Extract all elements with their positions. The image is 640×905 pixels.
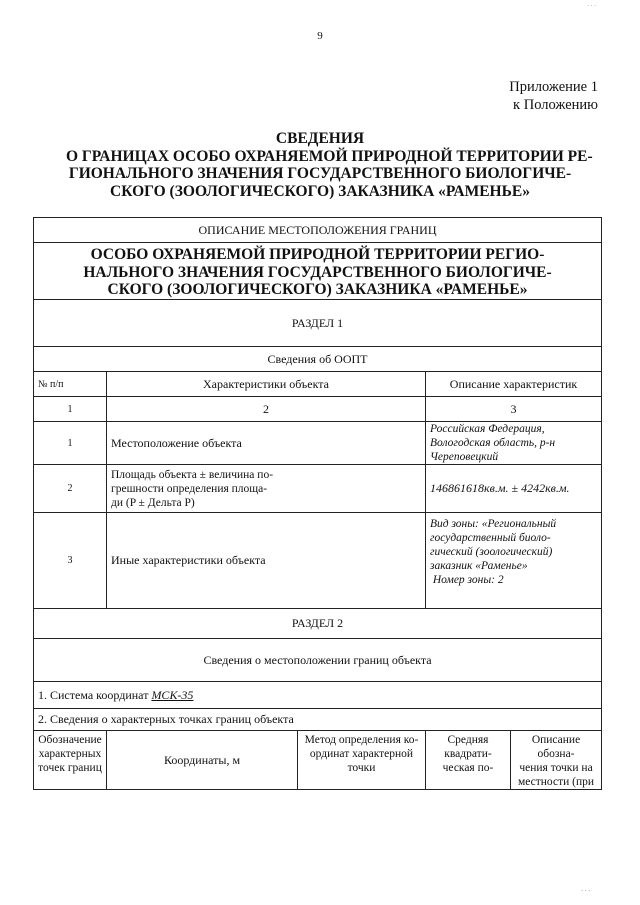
title-line-2: О ГРАНИЦАХ ОСОБО ОХРАНЯЕМОЙ ПРИРОДНОЙ ТЕРРИТОРИИ РЕ-: [66, 147, 593, 165]
points-header-method: [298, 731, 426, 790]
section-2-title: Сведения о местоположении границ объекта: [34, 639, 602, 682]
row-3-description: [426, 513, 602, 609]
row-3-desc-line-2: гический (зоологический) заказник «Раменье»: [430, 546, 553, 572]
row-1-num: 1: [34, 422, 107, 465]
row-2-name-line-2: грешности определения площа-: [111, 482, 268, 495]
table-row: [34, 465, 602, 513]
points-h3-line-2: ординат характерной: [309, 748, 414, 760]
col-number-1: 1: [34, 397, 107, 422]
row-3-name: Иные характеристики объекта: [107, 513, 426, 609]
row-2-num: 2: [34, 465, 107, 513]
points-h4-line-1: Средняя: [447, 734, 489, 746]
table-row: [34, 513, 602, 609]
points-h1-line-1: Обозначение: [38, 734, 102, 746]
col-number-3: 3: [426, 397, 602, 422]
points-h3-line-3: точки: [347, 762, 376, 774]
points-h1-line-2: характерных: [38, 748, 102, 760]
points-section-title: 2. Сведения о характерных точках границ объекта: [34, 709, 602, 731]
points-h5-line-1: Описание обозна-: [531, 734, 581, 760]
title-line-3: ГИОНАЛЬНОГО ЗНАЧЕНИЯ ГОСУДАРСТВЕННОГО БИОЛОГИЧЕ-: [68, 165, 572, 182]
row-3-desc-line-3: Номер зоны: 2: [430, 574, 504, 586]
section-2-heading: РАЗДЕЛ 2: [34, 609, 602, 639]
table-header: ОПИСАНИЕ МЕСТОПОЛОЖЕНИЯ ГРАНИЦ: [34, 218, 602, 243]
corner-scan-mark: . . .: [587, 0, 596, 8]
points-h5-line-3: местности (при: [517, 776, 595, 788]
title-line-4: СКОГО (ЗООЛОГИЧЕСКОГО) ЗАКАЗНИКА «РАМЕНЬЕ»: [110, 182, 530, 200]
points-h2-line-1: Координаты, м: [163, 752, 241, 767]
col-header-description: Описание характеристик: [426, 372, 602, 397]
row-2-name-line-1: Площадь объекта ± величина по-: [111, 468, 274, 481]
title-line-1: СВЕДЕНИЯ: [275, 130, 365, 147]
col-header-num: № п/п: [34, 372, 107, 397]
coordinate-system-label: 1. Система координат: [38, 687, 152, 702]
section-1-heading: РАЗДЕЛ 1: [34, 300, 602, 347]
row-1-desc-line-1: Российская Федерация, Вологодская область, р-н: [430, 423, 556, 449]
page-number: 9: [317, 30, 323, 42]
section-1-title: Сведения об ООПТ: [34, 347, 602, 372]
scan-mark: . . .: [581, 885, 590, 893]
points-h3-line-1: Метод определения ко-: [304, 734, 419, 746]
subtitle-line-3: СКОГО (ЗООЛОГИЧЕСКОГО) ЗАКАЗНИКА «РАМЕНЬЕ»: [107, 281, 528, 299]
row-2-desc-line-1: 146861618кв.м. ± 4242кв.м.: [430, 481, 570, 495]
coordinate-system-value: МСК-35: [151, 687, 194, 702]
subtitle-line-2: НАЛЬНОГО ЗНАЧЕНИЯ ГОСУДАРСТВЕННОГО БИОЛОГИЧЕ-: [83, 263, 552, 281]
row-1-description: [426, 422, 602, 465]
appendix-line-2: к Положению: [513, 97, 598, 113]
row-2-description: [426, 465, 602, 513]
row-2-name: [107, 465, 426, 513]
points-h1-line-3: точек границ: [38, 762, 102, 774]
boundaries-table: [33, 217, 602, 790]
row-2-name-line-3: ди (P ± Дельта P): [111, 496, 195, 509]
points-header-description: [511, 731, 602, 790]
points-header-designation: [34, 731, 107, 790]
row-3-desc-line-1: Вид зоны: «Региональный государственный биоло-: [430, 518, 557, 544]
col-header-characteristics: Характеристики объекта: [107, 372, 426, 397]
appendix-line-1: Приложение 1: [509, 79, 598, 95]
subtitle-line-1: ОСОБО ОХРАНЯЕМОЙ ПРИРОДНОЙ ТЕРРИТОРИИ РЕГИО-: [90, 246, 545, 264]
points-header-coordinates: [107, 731, 298, 790]
document-title: [66, 130, 593, 200]
points-header-rms: [426, 731, 511, 790]
points-h4-line-3: ческая по-: [442, 762, 494, 774]
table-subtitle: [34, 243, 602, 300]
points-h5-line-2: чения точки на: [519, 762, 593, 774]
row-3-num: 3: [34, 513, 107, 609]
appendix-note: [509, 78, 598, 114]
row-1-desc-line-2: Череповецкий: [430, 451, 499, 463]
table-row: [34, 422, 602, 465]
col-number-2: 2: [107, 397, 426, 422]
coordinate-system: [34, 682, 602, 709]
row-1-name: Местоположение объекта: [107, 422, 426, 465]
points-h4-line-2: квадрати-: [444, 748, 492, 760]
